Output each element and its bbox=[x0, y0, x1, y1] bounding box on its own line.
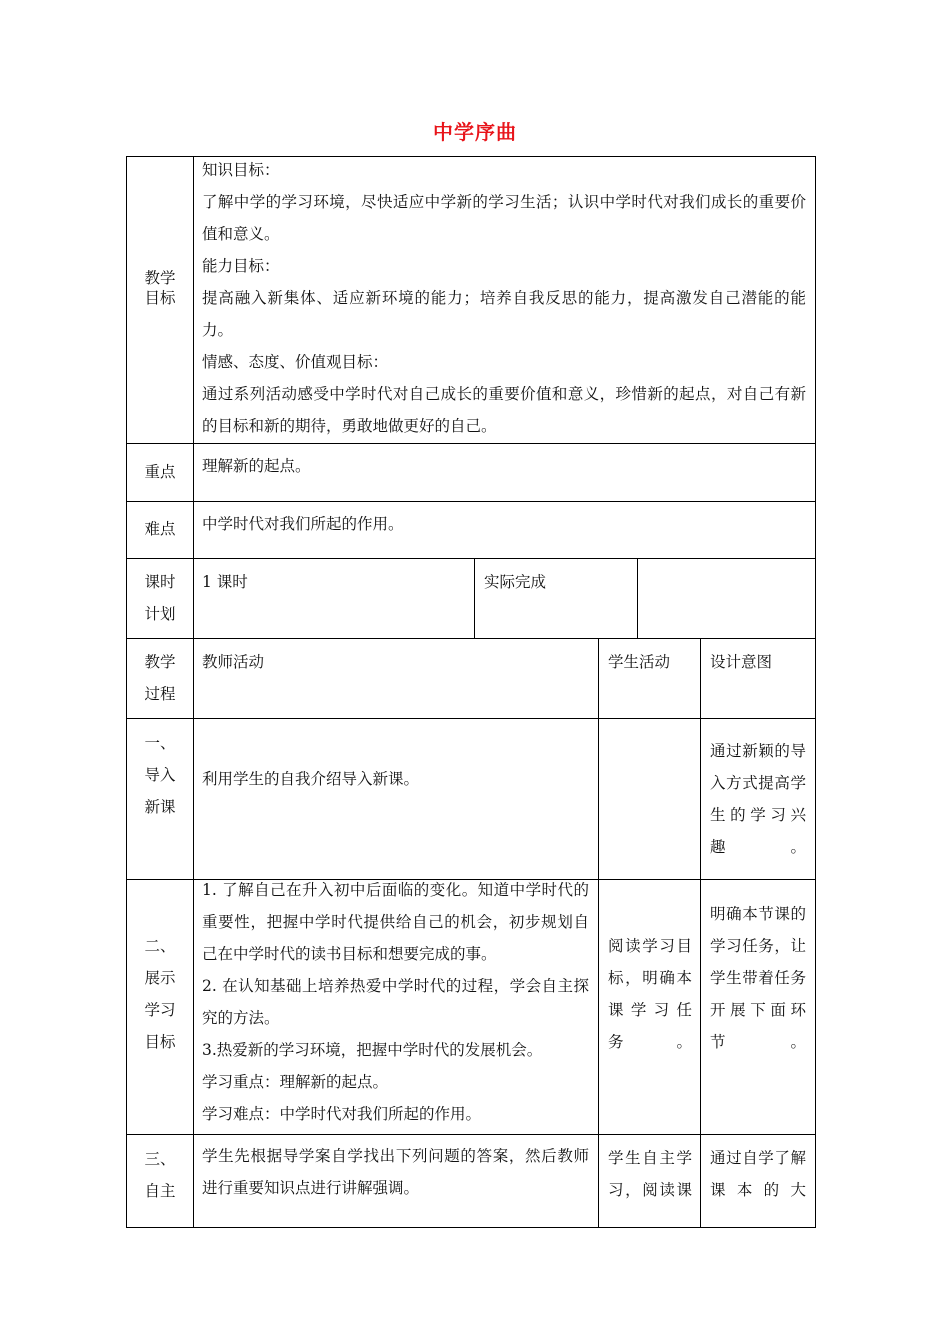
row-divider bbox=[126, 638, 816, 639]
ability-heading: 能力目标： bbox=[202, 257, 280, 275]
difficulty-text: 中学时代对我们所起的作用。 bbox=[202, 515, 404, 533]
student-activity-header: 学生活动 bbox=[608, 653, 671, 671]
step-teacher-activity: 学生先根据导学案自学找出下列问题的答案，然后教师进行重要知识点进行讲解强调。 bbox=[202, 1147, 589, 1197]
row-divider bbox=[126, 558, 816, 559]
row-divider bbox=[126, 501, 816, 502]
step-student-activity: 阅读学习目标，明确本课学习任务。 bbox=[608, 937, 692, 1051]
objectives-cell bbox=[202, 154, 806, 442]
knowledge-heading: 知识目标： bbox=[202, 161, 280, 179]
ability-text: 提高融入新集体、适应新环境的能力；培养自我反思的能力，提高激发自己潜能的能力。 bbox=[202, 289, 806, 339]
step-design-intent: 明确本节课的学习任务，让学生带着任务开展下面环节。 bbox=[710, 905, 806, 1051]
key-point-label: 重点 bbox=[144, 463, 176, 481]
row-divider bbox=[126, 443, 816, 444]
key-point-text: 理解新的起点。 bbox=[202, 457, 311, 475]
step-label: 一、 导入 新课 bbox=[144, 734, 176, 816]
teacher-activity-header: 教师活动 bbox=[202, 653, 265, 671]
table-border-bottom bbox=[126, 1227, 816, 1228]
difficulty-label: 难点 bbox=[144, 520, 176, 538]
step-teacher-activity: 1. 了解自己在升入初中后面临的变化。知道中学时代的重要性，把握中学时代提供给自己的机会，初步规划自己在中学时代的读书目标和想要完成的事。 2. 在认知基础上培养热爱中学时代的过程，学会自主探究的方法。 3.热爱新的学习环境，把握中学时代的发展机会。 学习重点：理解新的起点。 学习难点：中学时代对我们所起的作用。 bbox=[202, 881, 589, 1123]
schedule-divider bbox=[637, 558, 638, 639]
intent-column-divider bbox=[700, 638, 701, 1228]
row-divider bbox=[126, 1134, 816, 1135]
table-border-right bbox=[815, 156, 816, 1228]
schedule-actual-label: 实际完成 bbox=[484, 573, 547, 591]
knowledge-text: 了解中学的学习环境，尽快适应中学新的学习生活；认识中学时代对我们成长的重要价值和意义。 bbox=[202, 193, 806, 243]
schedule-planned: 1 课时 bbox=[202, 573, 248, 591]
student-column-divider bbox=[598, 638, 599, 1228]
step-student-activity: 学生自主学习，阅读课 bbox=[608, 1149, 692, 1199]
step-label: 二、 展示 学习 目标 bbox=[144, 937, 176, 1051]
document-title: 中学序曲 bbox=[433, 120, 517, 144]
step-design-intent: 通过自学了解课本的大 bbox=[710, 1149, 806, 1199]
step-design-intent: 通过新颖的导入方式提高学生的学习兴趣。 bbox=[710, 742, 806, 856]
step-teacher-activity: 利用学生的自我介绍导入新课。 bbox=[202, 770, 420, 788]
emotion-text: 通过系列活动感受中学时代对自己成长的重要价值和意义，珍惜新的起点，对自己有新的目标和新的期待，勇敢地做更好的自己。 bbox=[202, 385, 806, 435]
design-intent-header: 设计意图 bbox=[710, 653, 773, 671]
row-divider bbox=[126, 718, 816, 719]
schedule-label: 课时 计划 bbox=[144, 573, 176, 623]
emotion-heading: 情感、态度、价值观目标： bbox=[202, 353, 389, 371]
process-label: 教学 过程 bbox=[144, 653, 176, 703]
objectives-label: 教学 目标 bbox=[144, 269, 176, 307]
schedule-divider bbox=[474, 558, 475, 639]
label-column-divider bbox=[193, 156, 194, 1228]
step-label: 三、 自主 bbox=[144, 1150, 176, 1200]
